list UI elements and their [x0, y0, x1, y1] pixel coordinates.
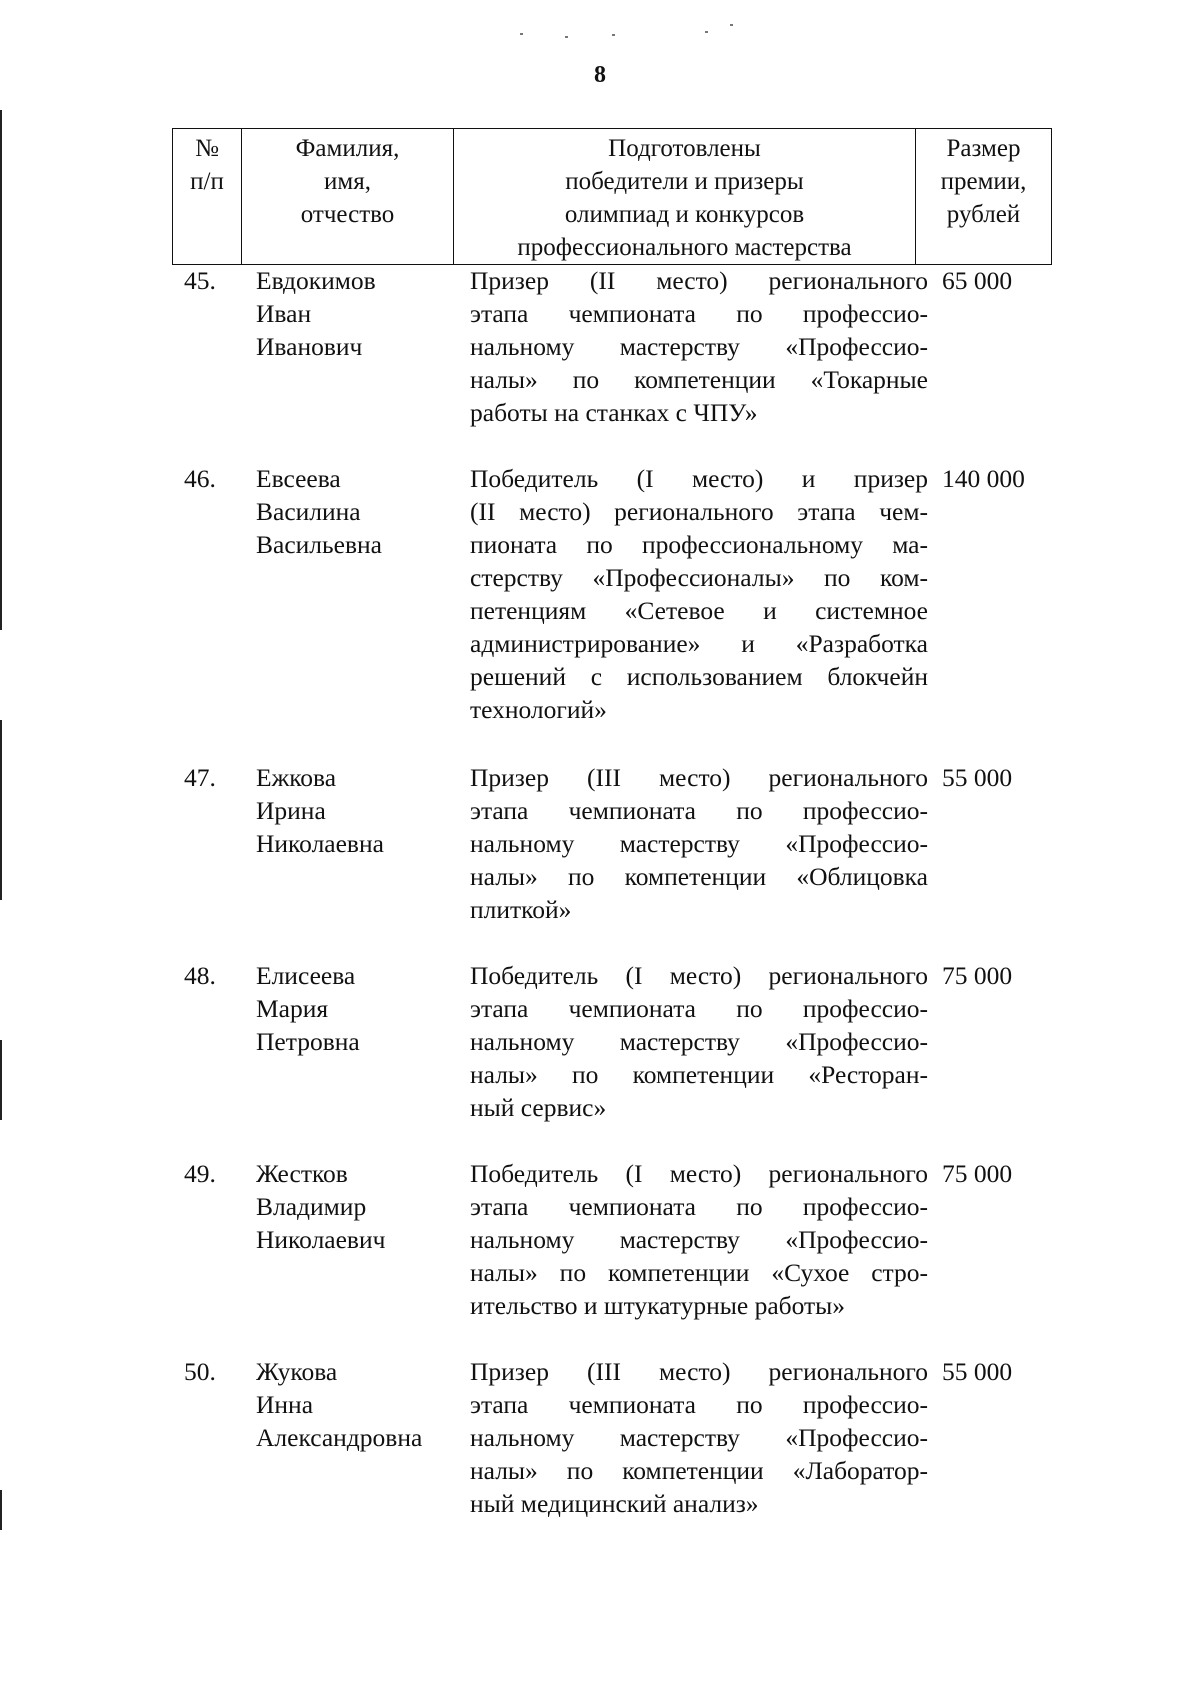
achievement-line: администрирование» и «Разработка [470, 629, 928, 658]
achievement-line: нальному мастерству «Профессио- [470, 1027, 928, 1056]
achievement-line: нальному мастерству «Профессио- [470, 332, 928, 361]
achievement-line: этапа чемпионата по профессио- [470, 994, 928, 1023]
achievement-line: налы» по компетенции «Токарные [470, 365, 928, 394]
row-name [256, 959, 446, 1058]
achievement-line: нальному мастерству «Профессио- [470, 1423, 928, 1452]
achievement-line: этапа чемпионата по профессио- [470, 299, 928, 328]
page-number: 8 [594, 62, 606, 88]
achievement-line: этапа чемпионата по профессио- [470, 796, 928, 825]
achievement-line: нальному мастерству «Профессио- [470, 1225, 928, 1254]
name-line: Мария [256, 994, 329, 1023]
row-prize: 75 000 [942, 961, 1013, 990]
achievement-line: (II место) регионального этапа чем- [470, 497, 928, 526]
row-prize: 55 000 [942, 1357, 1013, 1386]
row-number: 48. [184, 961, 216, 990]
header-achievement-line: олимпиад и конкурсов [564, 201, 805, 228]
achievement-line: Победитель (I место) регионального [470, 1159, 928, 1188]
name-line: Жестков [256, 1159, 348, 1188]
row-prize: 55 000 [942, 763, 1013, 792]
name-line: Николаевна [256, 829, 384, 858]
row-prize: 140 000 [942, 464, 1025, 493]
row-achievement [470, 462, 928, 726]
achievement-line: этапа чемпионата по профессио- [470, 1390, 928, 1419]
row-number: 50. [184, 1357, 216, 1386]
name-line: Елисеева [256, 961, 356, 990]
header-prize-line: рублей [946, 201, 1021, 228]
achievement-line: Призер (III место) регионального [470, 763, 928, 792]
scan-speck [705, 31, 708, 33]
header-name-line: отчество [300, 201, 395, 228]
name-line: Ежкова [256, 763, 337, 792]
row-achievement [470, 264, 928, 429]
achievement-line: плиткой» [470, 895, 572, 924]
scan-margin-mark [0, 720, 2, 900]
name-line: Евдокимов [256, 266, 376, 295]
row-prize: 75 000 [942, 1159, 1013, 1188]
achievement-line: петенциям «Сетевое и системное [470, 596, 928, 625]
header-prize-line: Размер [946, 135, 1021, 162]
row-achievement [470, 1157, 928, 1322]
name-line: Евсеева [256, 464, 341, 493]
header-num-line: № [195, 135, 219, 162]
row-achievement [470, 1355, 928, 1520]
scan-speck [730, 24, 733, 26]
header-prize [916, 129, 1052, 265]
row-name [256, 1157, 446, 1256]
achievement-line: налы» по компетенции «Ресторан- [470, 1060, 928, 1089]
scan-margin-mark [0, 110, 2, 630]
row-number: 47. [184, 763, 216, 792]
name-line: Василина [256, 497, 361, 526]
row-number: 49. [184, 1159, 216, 1188]
name-line: Александровна [256, 1423, 423, 1452]
achievement-line: Победитель (I место) регионального [470, 961, 928, 990]
name-line: Инна [256, 1390, 314, 1419]
scan-speck [565, 36, 568, 38]
achievement-line: технологий» [470, 695, 607, 724]
name-line: Ирина [256, 796, 326, 825]
scan-margin-mark [0, 1490, 2, 1530]
achievement-line: работы на станках с ЧПУ» [470, 398, 758, 427]
name-line: Жукова [256, 1357, 338, 1386]
header-name [242, 129, 454, 265]
achievement-line: Призер (II место) регионального [470, 266, 928, 295]
achievement-line: Призер (III место) регионального [470, 1357, 928, 1386]
header-achievement-line: победители и призеры [565, 168, 804, 195]
table-header-row [173, 129, 1052, 265]
achievement-line: нальному мастерству «Профессио- [470, 829, 928, 858]
header-num-line: п/п [190, 168, 224, 195]
row-achievement [470, 761, 928, 926]
achievement-line: Победитель (I место) и призер [470, 464, 928, 493]
achievement-line: решений с использованием блокчейн [470, 662, 928, 691]
achievement-line: этапа чемпионата по профессио- [470, 1192, 928, 1221]
row-name [256, 462, 446, 561]
row-number: 45. [184, 266, 216, 295]
header-achievement-line: Подготовлены [608, 135, 761, 162]
header-num [173, 129, 242, 265]
achievement-line: ный сервис» [470, 1093, 607, 1122]
scan-margin-mark [0, 1040, 2, 1120]
achievement-line: стерству «Профессионалы» по ком- [470, 563, 928, 592]
scan-speck [612, 34, 615, 36]
name-line: Петровна [256, 1027, 360, 1056]
name-line: Николаевич [256, 1225, 386, 1254]
row-prize: 65 000 [942, 266, 1013, 295]
header-name-line: имя, [324, 168, 371, 195]
header-achievement-line: профессионального мастерства [517, 234, 852, 261]
row-name [256, 264, 446, 363]
achievement-line: ный медицинский анализ» [470, 1489, 759, 1518]
table-header [172, 128, 1052, 265]
header-prize-line: премии, [940, 168, 1027, 195]
achievement-line: налы» по компетенции «Лаборатор- [470, 1456, 928, 1485]
header-name-line: Фамилия, [295, 135, 400, 162]
achievement-line: ительство и штукатурные работы» [470, 1291, 846, 1320]
achievement-line: налы» по компетенции «Облицовка [470, 862, 928, 891]
row-name [256, 761, 446, 860]
name-line: Иванович [256, 332, 363, 361]
row-number: 46. [184, 464, 216, 493]
header-achievement [454, 129, 916, 265]
scan-speck [520, 33, 523, 35]
achievement-line: пионата по профессиональному ма- [470, 530, 928, 559]
row-achievement [470, 959, 928, 1124]
name-line: Васильевна [256, 530, 382, 559]
row-name [256, 1355, 446, 1454]
name-line: Иван [256, 299, 312, 328]
name-line: Владимир [256, 1192, 367, 1221]
achievement-line: налы» по компетенции «Сухое стро- [470, 1258, 928, 1287]
